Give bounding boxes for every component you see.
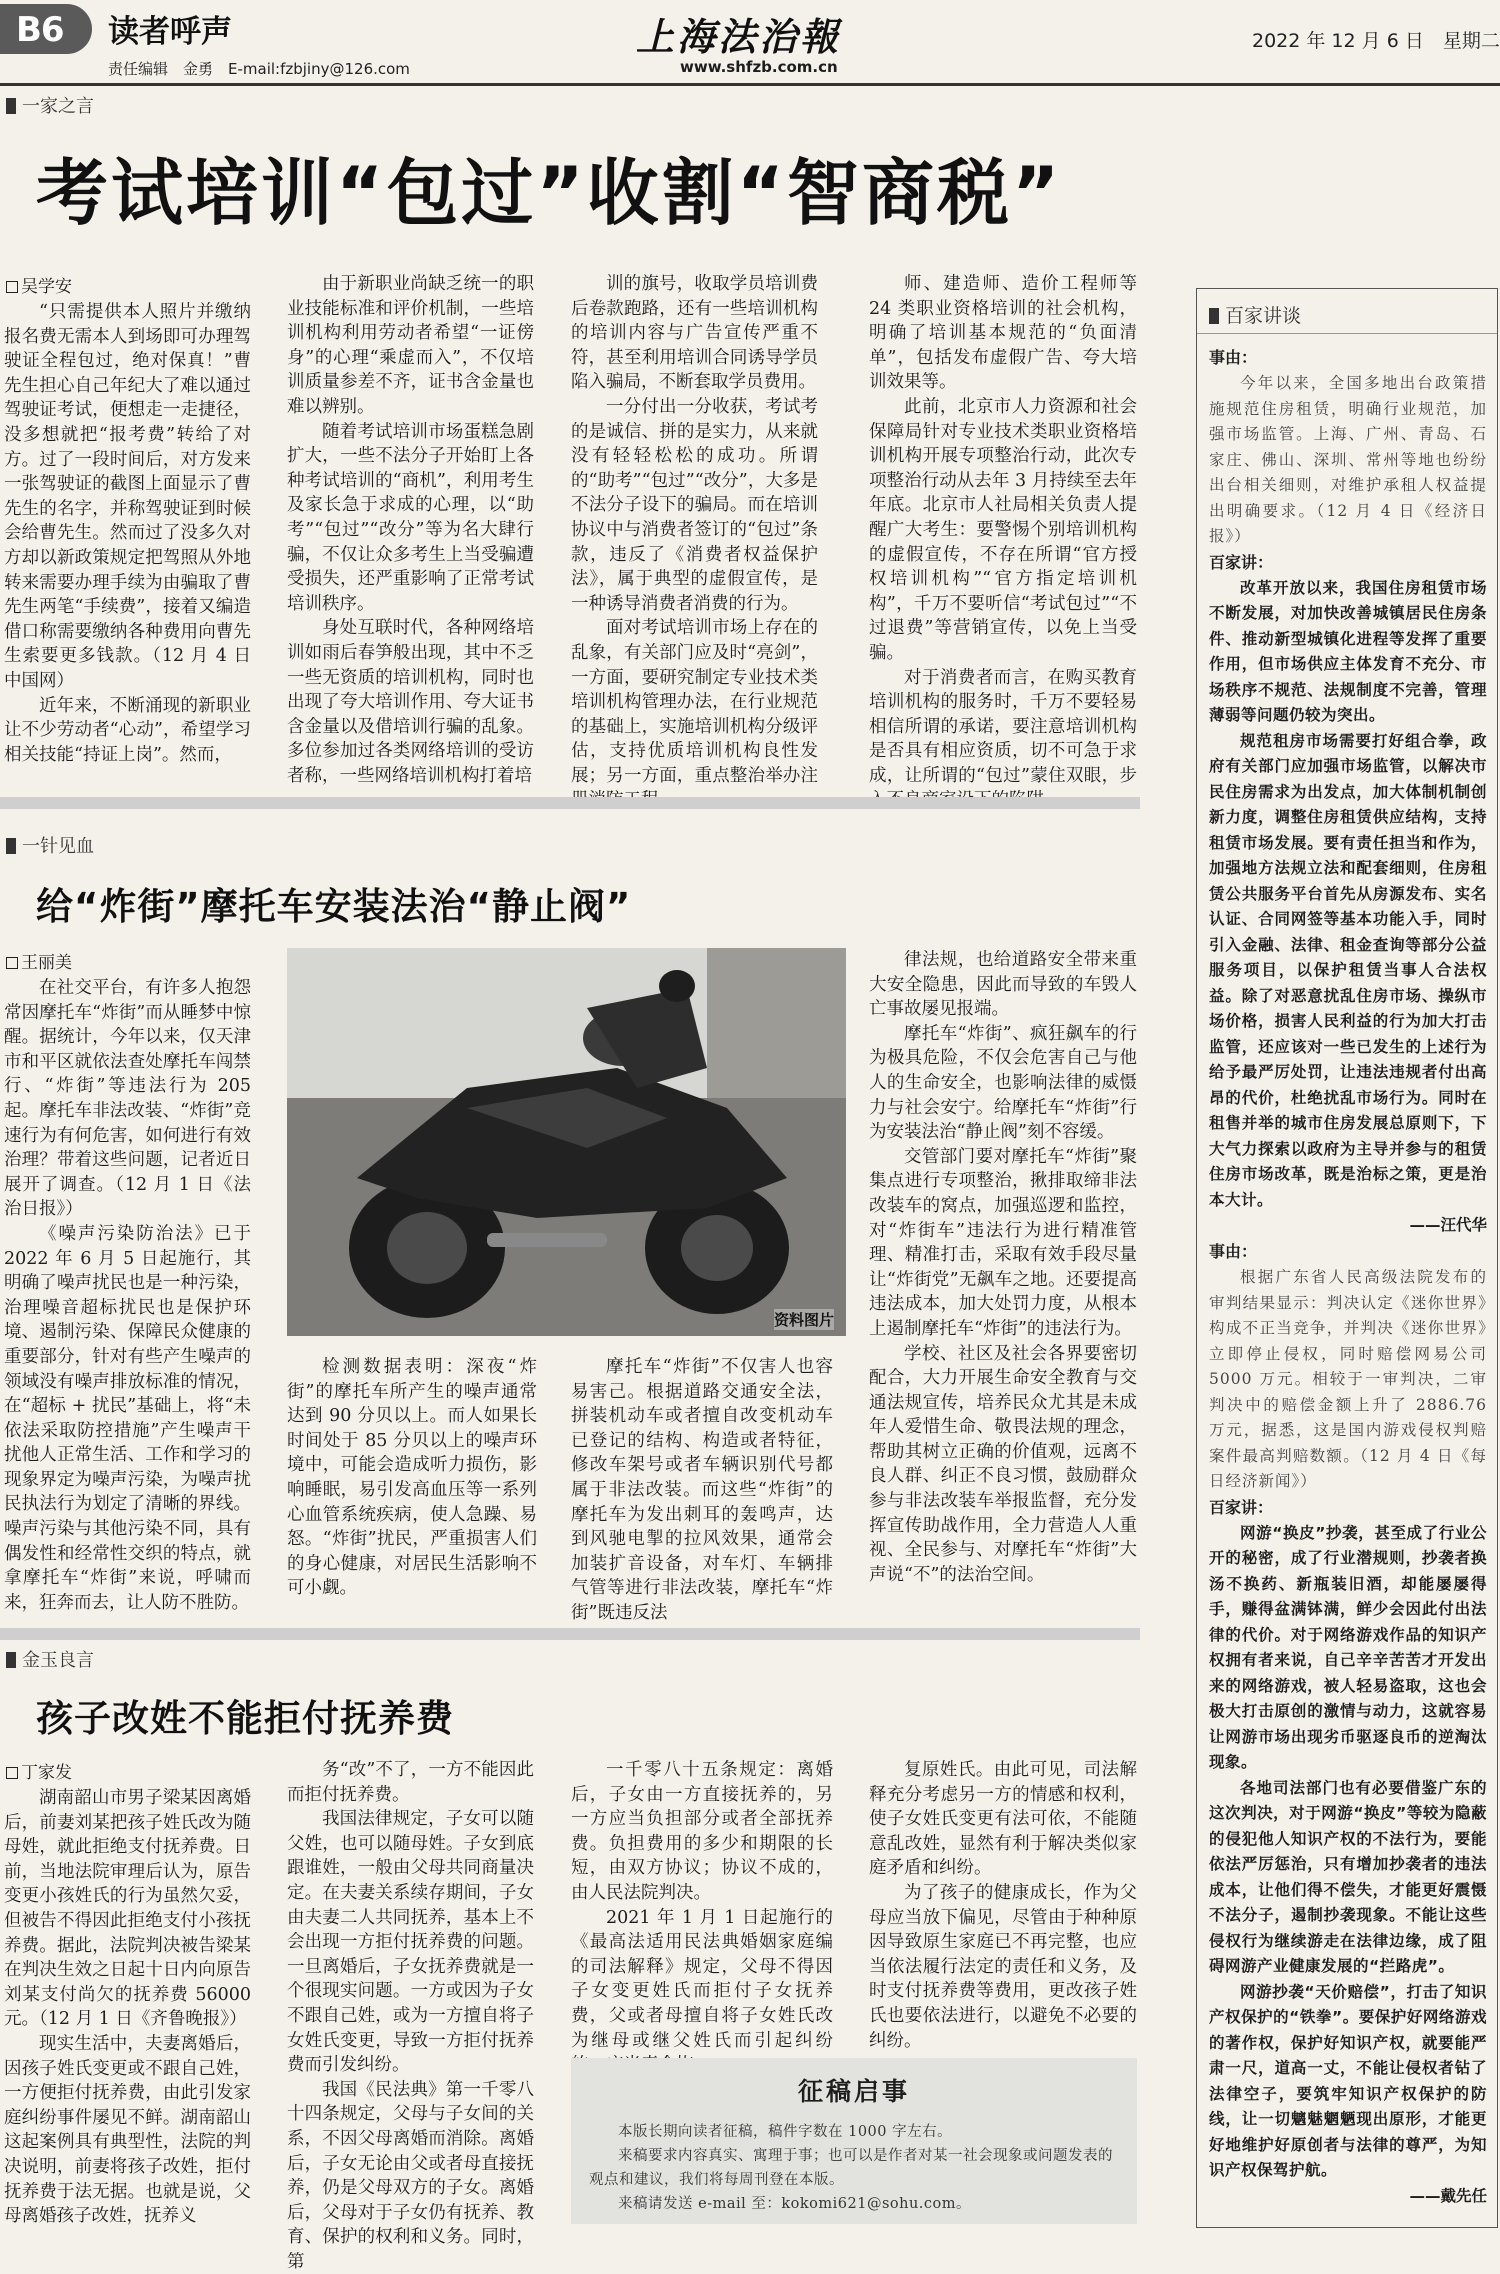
- article1-col1: “只需提供本人照片并缴纳报名费无需本人到场即可办理驾驶证全程包过，绝对保真！”曹先生担心自己年纪大了难以通过驾驶证考试，便想走一走捷径，没多想就把“报考费”转给了对方。过了一段时间后，对方发来一张驾驶证的截图上面显示了曹先生的名字，并称驾驶证到时候会给曹先生。然而过了没多久对方却以新政策规定把驾照从外地转来需要办理手续为由骗取了曹先生两笔“手续费”，接着又编造借口称需要缴纳各种费用向曹先生索要更多钱款。（12 月 4 日中国网） 近年来，不断涌现的新职业让不少劳动者“心动”，希望学习相关技能“持证上岗”。然而，: [4, 302, 251, 765]
- article2-col4: 律法规，也给道路安全带来重大安全隐患，因此而导致的车毁人亡事故屡见报端。 摩托车“炸街”、疯狂飙车的行为极具危险，不仅会危害自己与他人的生命安全，也影响法律的威慑力与社会安宁。给摩托车“炸街”行为安装法治“静止阀”刻不容缓。 交管部门要对摩托车“炸街”聚集点进行专项整治，揪排取缔非法改装车的窝点，加强巡逻和监控，对“炸街车”违法行为进行精准管理、精准打击，采取有效手段尽量让“炸街党”无飙车之地。还要提高违法成本，加大处罚力度，从根本上遏制摩托车“炸街”的违法行为。 学校、社区及社会各界要密切配合，大力开展生命安全教育与交通法规宣传，培养民众尤其是未成年人爱惜生命、敬畏法规的理念，帮助其树立正确的价值观，远离不良人群、纠正不良习惯，鼓励群众参与非法改装车举报监督，充分发挥宣传助战作用，全力营造人人重视、全民参与、对摩托车“炸街”大声说“不”的法治空间。: [869, 950, 1137, 1585]
- fact-label-2: 事由：: [1209, 1242, 1258, 1261]
- sidebar-item-1: [1209, 345, 1487, 1235]
- article2-col1: 在社交平台，有许多人抱怨常因摩托车“炸街”而从睡梦中惊醒。据统计，今年以来，仅天津市和平区就依法查处摩托车闯禁行、“炸街”等违法行为 205 起。摩托车非法改装、“炸街”竞速行为有何危害，如何进行有效治理？带着这些问题，记者近日展开了调查。（12 月 1 日《法治日报》） 《噪声污染防治法》已于 2022 年 6 月 5 日起施行，其明确了噪声扰民也是一种污染，治理噪音超标扰民也是保护环境、遏制污染、保障民众健康的重要部分，针对有些产生噪声的领域没有噪声排放标准的情况，在“超标 + 扰民”基础上，将“未依法采取防控措施”产生噪声干扰他人正常生活、工作和学习的现象界定为噪声污染，为噪声扰民执法行为划定了清晰的界线。噪声污染与其他污染不同，具有偶发性和经常性交织的特点，就拿摩托车“炸街”来说，呼啸而来，狂奔而去，让人防不胜防。: [4, 978, 251, 1613]
- byline-2: 王丽美: [6, 948, 72, 973]
- article1-col4: 师、建造师、造价工程师等 24 类职业资格培训的社会机构，明确了培训基本规范的“负面清单”，包括发布虚假广告、夸大培训效果等。 此前，北京市人力资源和社会保障局针对专业技术类职业资格培训机构开展专项整治行动，此次专项整治行动从去年 3 月持续至去年年底。北京市人社局相关负责人提醒广大考生：要警惕个别培训机构的虚假宣传，不存在所谓“官方授权培训机构”“官方指定培训机构”，千万不要听信“考试包过”“不过退费”等营销宣传，以免上当受骗。 对于消费者而言，在购买教育培训机构的服务时，千万不要轻易相信所谓的承诺，要注意培训机构是否具有相应资质，切不可急于求成，让所谓的“包过”蒙住双眼，步: [869, 274, 1137, 786]
- divider-1: [0, 797, 1140, 809]
- article3-col4: 复原姓氏。由此可见，司法解释充分考虑另一方的情感和权利，使子女姓氏变更有法可依，不能随意乱改姓，显然有利于解决类似家庭矛盾和纠纷。 为了孩子的健康成长，作为父母应当放下偏见，尽管由于种种原因导致原生家庭已不再完整，也应当依法履行法定的责任和义务，及时支付抚养费等费用，更改孩子姓氏也要依法进行，以避免不必要的纠纷。: [869, 1760, 1137, 2051]
- comment-text-2: 网游“换皮”抄袭，甚至成了行业公开的秘密，成了行业潜规则，抄袭者换汤不换药、新瓶装旧酒，却能屡屡得手，赚得盆满钵满，鲜少会因此付出法律的代价。对于网络游戏作品的知识产权拥有者来说，自己辛辛苦苦才开发出来的网络游戏，被人轻易盗取，这也会极大打击原创的激情与动力，这就容易让网游市场出现劣币驱逐良币的逆淘汰现象。 各地司法部门也有必要借鉴广东的这次判决，对于网游“换皮”等较为隐蔽的侵犯他人知识产权的不法行为，要能依法严厉惩治，只有增加抄袭者的违法成本，让他们得不偿失，才能更好震慑不法分子，遏制抄袭现象。不能让这些侵权行为继续游走在法律边缘，成了阻碍网游产业健康发展的“拦路虎”。 网游抄袭“天价赔偿”，打击了知识产权保护的“铁拳”。要保护好网络游戏的著作权，保护好知识产权，就要能严肃一尺，道高一丈，不能让侵权者钻了法律空子，要筑牢知识产权保护的防线，让一切魑魅魍魉现出原形，才能更好地维护好原创者与法律的尊严，为知识产权保驾护航。: [1209, 1523, 1487, 2179]
- byline-1: 吴学安: [6, 272, 72, 297]
- issue-date: 2022 年 12 月 6 日 星期二: [1252, 30, 1500, 52]
- signature-1: ——汪代华: [1409, 1216, 1487, 1234]
- article3-col2: 务“改”不了，一方不能因此而拒付抚养费。 我国法律规定，子女可以随父姓，也可以随母姓。子女到底跟谁姓，一般由父母共同商量决定。在夫妻关系续存期间，子女由夫妻二人共同抚养，基本上不会出现一方拒付抚养费的问题。一旦离婚后，子女抚养费就是一个很现实问题。一方或因为子女不跟自己姓，或为一方擅自将子女姓氏变更，导致一方拒付抚养费而引发纠纷。 我国《民法典》第一千零八十四条规定，父母与子女间的关系，不因父母离婚而消除。离婚后，子女无论由父或者母直接抚养，仍是父母双方的子女。离婚后，父母对于子女仍有抚养、教育、保护的权利和义务。同时，第: [287, 1760, 534, 2272]
- paper-url: www.shfzb.com.cn: [680, 58, 838, 76]
- article2-col2: 检测数据表明：深夜“炸街”的摩托车所产生的噪声通常达到 90 分贝以上。而人如果长时间处于 85 分贝以上的噪声环境中，可能会造成听力损伤，影响睡眠，易引发高血压等一系列心血管系统疾病，使人急躁、易怒。“炸街”扰民，严重损害人们的身心健康，对居民生活影响不可小觑。: [287, 1357, 537, 1599]
- headline-3: 孩子改姓不能拒付抚养费: [36, 1697, 454, 1740]
- comment-label-1: 百家讲：: [1209, 552, 1274, 572]
- comment-label-2: 百家讲：: [1209, 1497, 1274, 1517]
- fact-label-1: 事由：: [1209, 348, 1258, 367]
- page-number-badge: [0, 4, 92, 54]
- call-for-papers-title: 征稿启事: [797, 2077, 910, 2106]
- article1-col2: 由于新职业尚缺乏统一的职业技能标准和评价机制，一些培训机构利用劳动者希望“一证傍身”的心理“乘虚而入”，不仅培训质量参差不齐，证书含金量也难以辨别。 随着考试培训市场蛋糕急剧扩大，一些不法分子开始盯上各种考试培训的“商机”，利用考生及家长急于求成的心理，以“助考”“包过”“改分”等为名大肆行骗，不仅让众多考生上当受骗遭受损失，还严重影响了正常考试培训秩序。 身处互联时代，各种网络培训如雨后春笋般出现，其中不乏一些无资质的培训机构，同时也出现了夸大培训作用、夸大证书含金量以及借培训行骗的乱象。多位参加过各类网络培训的受访者称，一些网络培训机构打着培: [287, 274, 534, 786]
- byline-3: 丁家发: [6, 1758, 72, 1783]
- motorcycle-photo-illustration: [287, 948, 846, 1336]
- article2-col3: 摩托车“炸街”不仅害人也容易害己。根据道路交通安全法，拼装机动车或者擅自改变机动车已登记的结构、构造或者特征，修改车架号或者车辆识别代号都属于非法改装。而这些“炸街”的摩托车为发出刺耳的轰鸣声，达到风驰电掣的拉风效果，通常会加装扩音设备，对车灯、车辆排气管等进行非法改装，摩托车“炸街”既违反法: [571, 1357, 833, 1623]
- sidebar-item-2: [1209, 1239, 1487, 2206]
- headline-1: 考试培训“包过”收割“智商税”: [36, 151, 1063, 235]
- sidebar-title-rule: [1197, 333, 1497, 334]
- motorcycle-photo: [287, 948, 846, 1336]
- editor-line: 责任编辑 金勇 E-mail:fzbjiny@126.com: [108, 60, 410, 78]
- sidebar-title: 百家讲谈: [1209, 301, 1301, 328]
- page-number: B6: [16, 10, 64, 50]
- column-label-2: 一针见血: [6, 832, 94, 858]
- article3-col3: 一千零八十五条规定：离婚后，子女由一方直接抚养的，另一方应当负担部分或者全部抚养费。负担费用的多少和期限的长短，由双方协议；协议不成的，由人民法院判决。 2021 年 1 月 1 日起施行的《最高法适用民法典婚姻家庭编的司法解释》规定，父母不得因子女变更姓氏而拒付子女抚养费，父或者母擅自将子女姓氏改为继母或继父姓氏而引起纠纷: [571, 1760, 833, 2051]
- fact-text-1: 今年以来，全国多地出台政策措施规范住房租赁，明确行业规范，加强市场监管。上海、广州、青岛、石家庄、佛山、深圳、常州等地也纷纷出台相关细则，对维护承租人权益提出明确要求。（12 月 4 日《经济日报》）: [1209, 374, 1487, 545]
- column-label-1: 一家之言: [6, 92, 94, 118]
- headline-2: 给“炸街”摩托车安装法治“静止阀”: [36, 885, 632, 928]
- sidebar: [1196, 288, 1498, 2228]
- article3-col1: 湖南韶山市男子梁某因离婚后，前妻刘某把孩子姓氏改为随母姓，就此拒绝支付抚养费。日前，当地法院审理后认为，原告变更小孩姓氏的行为虽然欠妥，但被告不得因此拒绝支付小孩抚养费。据此，法院判决被告梁某在判决生效之日起十日内向原告刘某支付尚欠的抚养费 56000 元。（12 月 1 日《齐鲁晚报》） 现实生活中，夫妻离婚后，因孩子姓氏变更或不跟自己姓，一方便拒付抚养费，由此引发家庭纠纷事件屡见不鲜。湖南韶山这起案例具有典型性，法院的判决说明，前妻将孩子改姓，拒付抚养费于法无据。也就是说，父母离婚孩子改姓，抚养义: [4, 1788, 251, 2227]
- masthead: [0, 0, 1500, 78]
- divider-2: [0, 1628, 1140, 1640]
- fact-text-2: 根据广东省人民高级法院发布的审判结果显示：判决认定《迷你世界》构成不正当竞争，并判决《迷你世界》立即停止侵权，同时赔偿网易公司 5000 万元。相较于一审判决，二审判决中的赔偿金额上升了 2886.76 万元，据悉，这是国内游戏侵权判赔案件最高判赔数额。（12 月 4 日《每日经济新闻》）: [1209, 1268, 1487, 1490]
- call-for-papers-box: [571, 2058, 1137, 2224]
- section-title: 读者呼声: [108, 14, 232, 50]
- call-for-papers-body: 本版长期向读者征稿，稿件字数在 1000 字左右。 来稿要求内容真实、寓理于事；也可以是作者对某一社会现象或问题发表的观点和建议，我们将每周刊登在本版。 来稿请发送 e-mail 至：kokomi621@sohu.com。: [589, 2124, 1113, 2212]
- masthead-rule: [0, 83, 1500, 86]
- article1-col3: 训的旗号，收取学员培训费后卷款跑路，还有一些培训机构的培训内容与广告宣传严重不符，甚至利用培训合同诱导学员陷入骗局，不断套取学员费用。 一分付出一分收获，考试考的是诚信、拼的是实力，从来就没有轻轻松松的成功。所谓的“助考”“包过”“改分”，大多是不法分子设下的骗局。而在培训协议中与消费者签订的“包过”条款，违反了《消费者权益保护法》，属于典型的虚假宣传，是一种诱导消费者消费的行为。 面对考试培训市场上存在的乱象，有关部门应及时“亮剑”，一方面，要研究制定专业技术类培训机构管理办法，在行业规范的基础上，实施培训机构分级评估，支持优质培训机构良性发展；另一方面，重点整治举办注: [571, 274, 818, 786]
- column-label-3: 金玉良言: [6, 1646, 94, 1672]
- signature-2: ——戴先任: [1409, 2186, 1487, 2205]
- paper-logo: 上海法治報: [636, 14, 842, 59]
- photo-caption: 资料图片: [773, 1311, 834, 1329]
- comment-text-1: 改革开放以来，我国住房租赁市场不断发展，对加快改善城镇居民住房条件、推动新型城镇化进程等发挥了重要作用，但市场供应主体发育不充分、市场秩序不规范、法规制度不完善，管理薄弱等问题仍较为突出。 规范租房市场需要打好组合拳，政府有关部门应加强市场监管，以解决市民住房需求为出发点，加大体制机制创新力度，调整住房租赁供应结构，支持租赁市场发展。要有责任担当和作为，加强地方法规立法和配套细则，住房租赁公共服务平台首先从房源发布、实名认证、合同网签等基本功能入手，同时引入金融、法律、租金查询等部分公益服务项目，以保护租赁当事人合法权益。除了对恶意扰乱住房市场、操纵市场价格，损害人民利益的行为加大打击监管，还应该对一些已发生的上述行为给予最严厉处罚，让违法违规者付出高昂的代价，杜绝扰乱市场行为。同时在租售并举的城市住房发展总原则下，下大气力探索以政府为主导并参与的租赁住房市场改革，既是治标之策，更是治本大计。: [1209, 578, 1487, 1209]
